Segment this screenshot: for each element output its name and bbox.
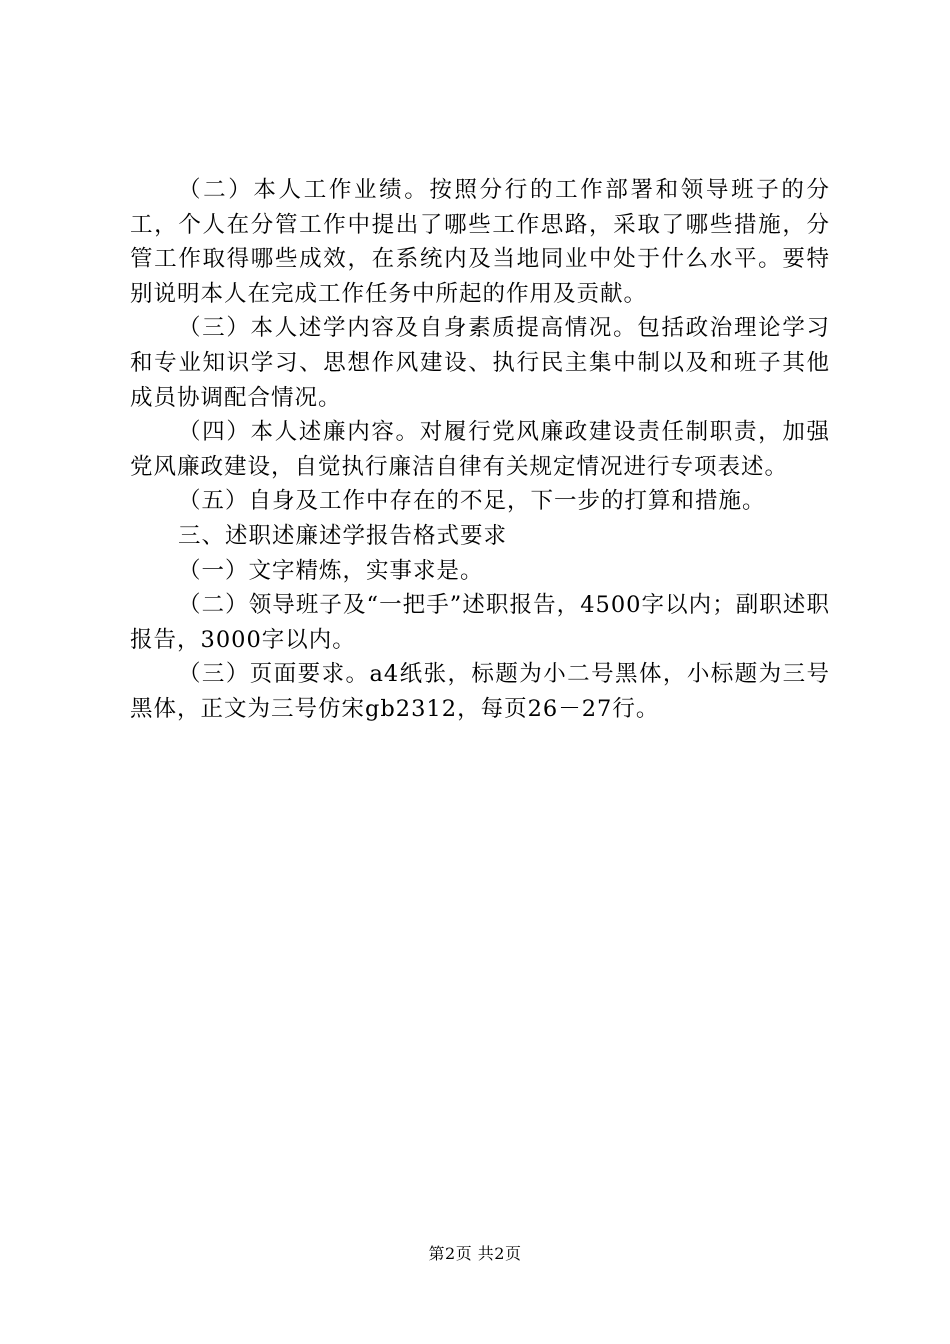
paragraph-word-limits: （二）领导班子及“一把手”述职报告，4500字以内；副职述职报告，3000字以内。	[130, 592, 830, 653]
section-heading-format-requirements: 三、述职述廉述学报告格式要求	[178, 522, 508, 549]
paragraph-study-content: （三）本人述学内容及自身素质提高情况。包括政治理论学习和专业知识学习、思想作风建设、执行民主集中制以及和班子其他成员协调配合情况。	[130, 315, 830, 411]
page-footer: 第2页 共2页	[428, 1244, 522, 1263]
paragraph-shortcomings: （五）自身及工作中存在的不足，下一步的打算和措施。	[178, 488, 766, 515]
paragraph-work-performance: （二）本人工作业绩。按照分行的工作部署和领导班子的分工，个人在分管工作中提出了哪些工作思路，采取了哪些措施，分管工作取得哪些成效，在系统内及当地同业中处于什么水平。要特别说明本人在完成工作任务中所起的作用及贡献。	[130, 177, 830, 307]
document-body	[130, 173, 830, 727]
paragraph-integrity-content: （四）本人述廉内容。对履行党风廉政建设责任制职责，加强党风廉政建设，自觉执行廉洁自律有关规定情况进行专项表述。	[130, 419, 830, 480]
paragraph-concise-writing: （一）文字精炼，实事求是。	[178, 557, 484, 584]
paragraph-page-requirements: （三）页面要求。a4纸张，标题为小二号黑体，小标题为三号黑体，正文为三号仿宋gb2312，每页26－27行。	[130, 661, 830, 722]
